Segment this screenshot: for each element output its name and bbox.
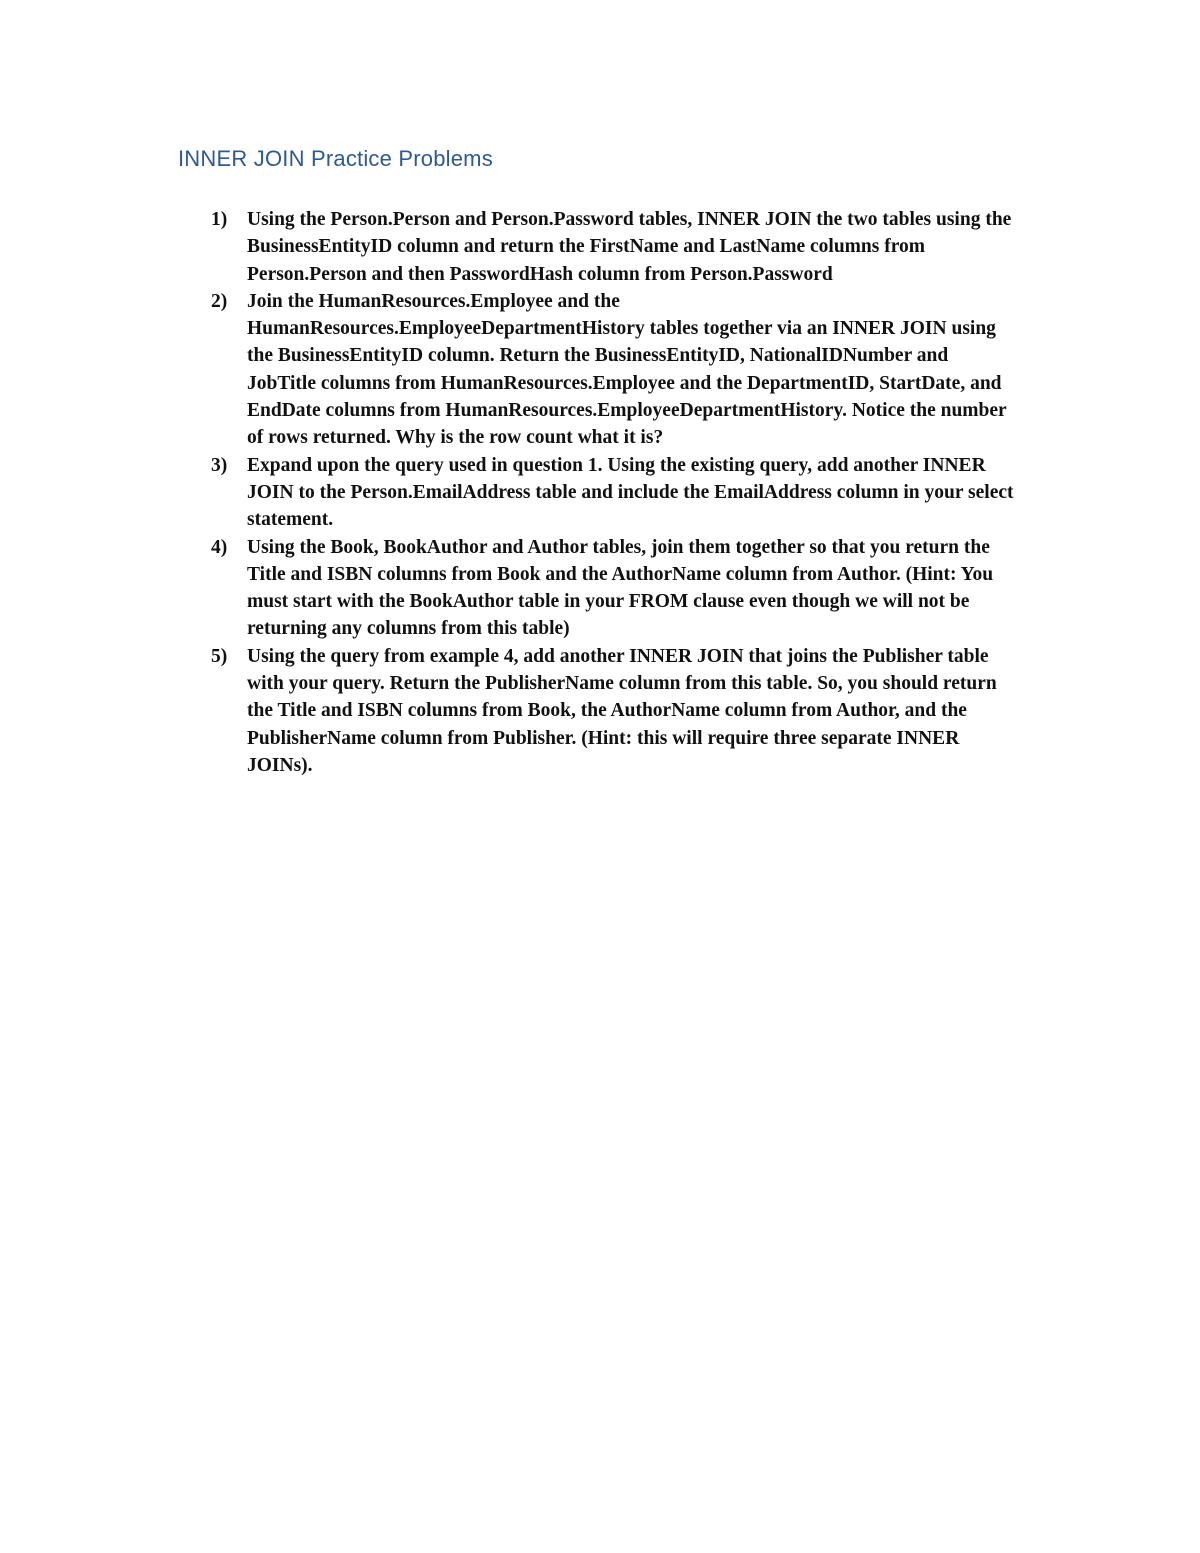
problem-item <box>0 288 1200 452</box>
problem-text: Using the Book, BookAuthor and Author tables, join them together so that you return the Title and ISBN columns from Book and the AuthorName column from Author. (Hint: You must start with the BookAuthor table in your FROM clause even though we will not be returning any columns from this table) <box>247 536 994 640</box>
problem-text: Expand upon the query used in question 1. Using the existing query, add another INNER JOIN to the Person.EmailAddress table and include the EmailAddress column in your select statement. <box>247 454 1014 531</box>
problem-number: 1) <box>211 209 228 230</box>
problem-number: 2) <box>211 290 228 312</box>
problem-text: Using the Person.Person and Person.Password tables, INNER JOIN the two tables using the BusinessEntityID column and return the FirstName and LastName columns from Person.Person and then PasswordHash column from Person.Password <box>247 209 1012 285</box>
problem-item <box>0 452 1200 534</box>
problem-item <box>0 206 1200 288</box>
problem-text: Using the query from example 4, add another INNER JOIN that joins the Publisher table with your query. Return the PublisherName column from this table. So, you should return the Title and ISBN columns from Book, the AuthorName column from Author, and the PublisherName column from Publisher. (Hint: this will require three separate INNER JOINs). <box>247 645 997 776</box>
problem-number: 5) <box>211 645 228 667</box>
problem-item <box>0 643 1200 779</box>
problem-number: 4) <box>211 536 228 558</box>
document-title: INNER JOIN Practice Problems <box>178 146 493 171</box>
problem-text: Join the HumanResources.Employee and the HumanResources.EmployeeDepartmentHistory tables together via an INNER JOIN using the BusinessEntityID column. Return the BusinessEntityID, NationalIDNumber and JobTitle columns from HumanResources.Employee and the DepartmentID, StartDate, and EndDate columns from HumanResources.EmployeeDepartmentHistory. Notice the number of rows returned. Why is the row count what it is? <box>247 290 1007 449</box>
problem-list <box>0 206 1200 779</box>
problem-item <box>0 534 1200 643</box>
problem-number: 3) <box>211 454 228 476</box>
